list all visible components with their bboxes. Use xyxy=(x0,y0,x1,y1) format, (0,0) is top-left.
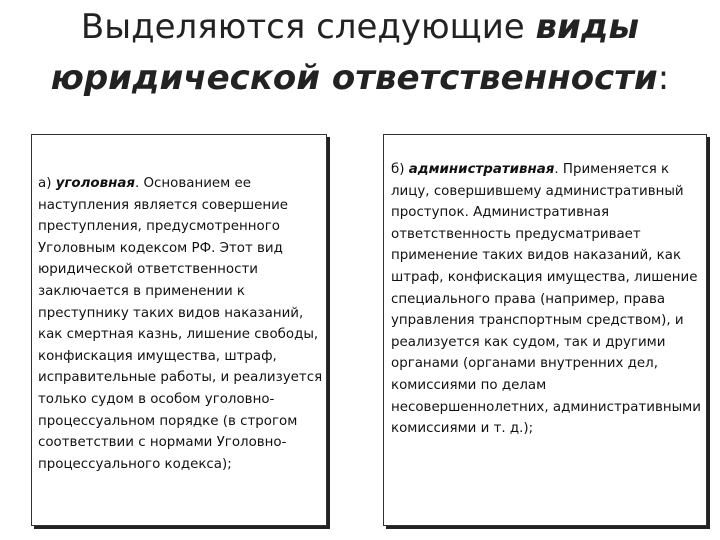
title-emphasis-responsibility: юридической ответственности xyxy=(50,58,658,98)
administrative-description: . Применяется к лицу, совершившему административный проступок. Административная ответственность предусматривает применение таких видов наказаний, как штраф, конфискация имущества, лишение специального права (например, права управления транспортным средством), и реализуется как судом, так и другими органами (органами внутренних дел, комиссиями по делам несовершеннолетних, административными комиссиями и т. д.); xyxy=(391,162,701,437)
criminal-liability-box xyxy=(31,134,327,526)
administrative-liability-text xyxy=(391,159,703,440)
administrative-marker: б) xyxy=(391,162,409,177)
criminal-liability-text xyxy=(38,173,323,475)
criminal-marker: а) xyxy=(38,176,56,191)
administrative-term: административная xyxy=(408,162,555,177)
administrative-liability-box xyxy=(383,134,707,526)
slide-title xyxy=(0,2,720,104)
title-emphasis-types: виды xyxy=(535,7,640,47)
title-end: : xyxy=(657,58,670,98)
criminal-term: уголовная xyxy=(55,176,135,191)
criminal-description: . Основанием ее наступления является совершение преступления, предусмотренного Уголовным кодексом РФ. Этот вид юридической ответственности заключается в применении к преступнику таких видов наказаний, как смертная казнь, лишение свободы, конфискация имущества, штраф, исправительные работы, и реализуется только судом в особом уголовно-процессуальном порядке (в строгом соответствии с нормами Уголовно-процессуального кодекса); xyxy=(38,176,323,472)
title-part-1: Выделяются следующие xyxy=(80,7,536,47)
